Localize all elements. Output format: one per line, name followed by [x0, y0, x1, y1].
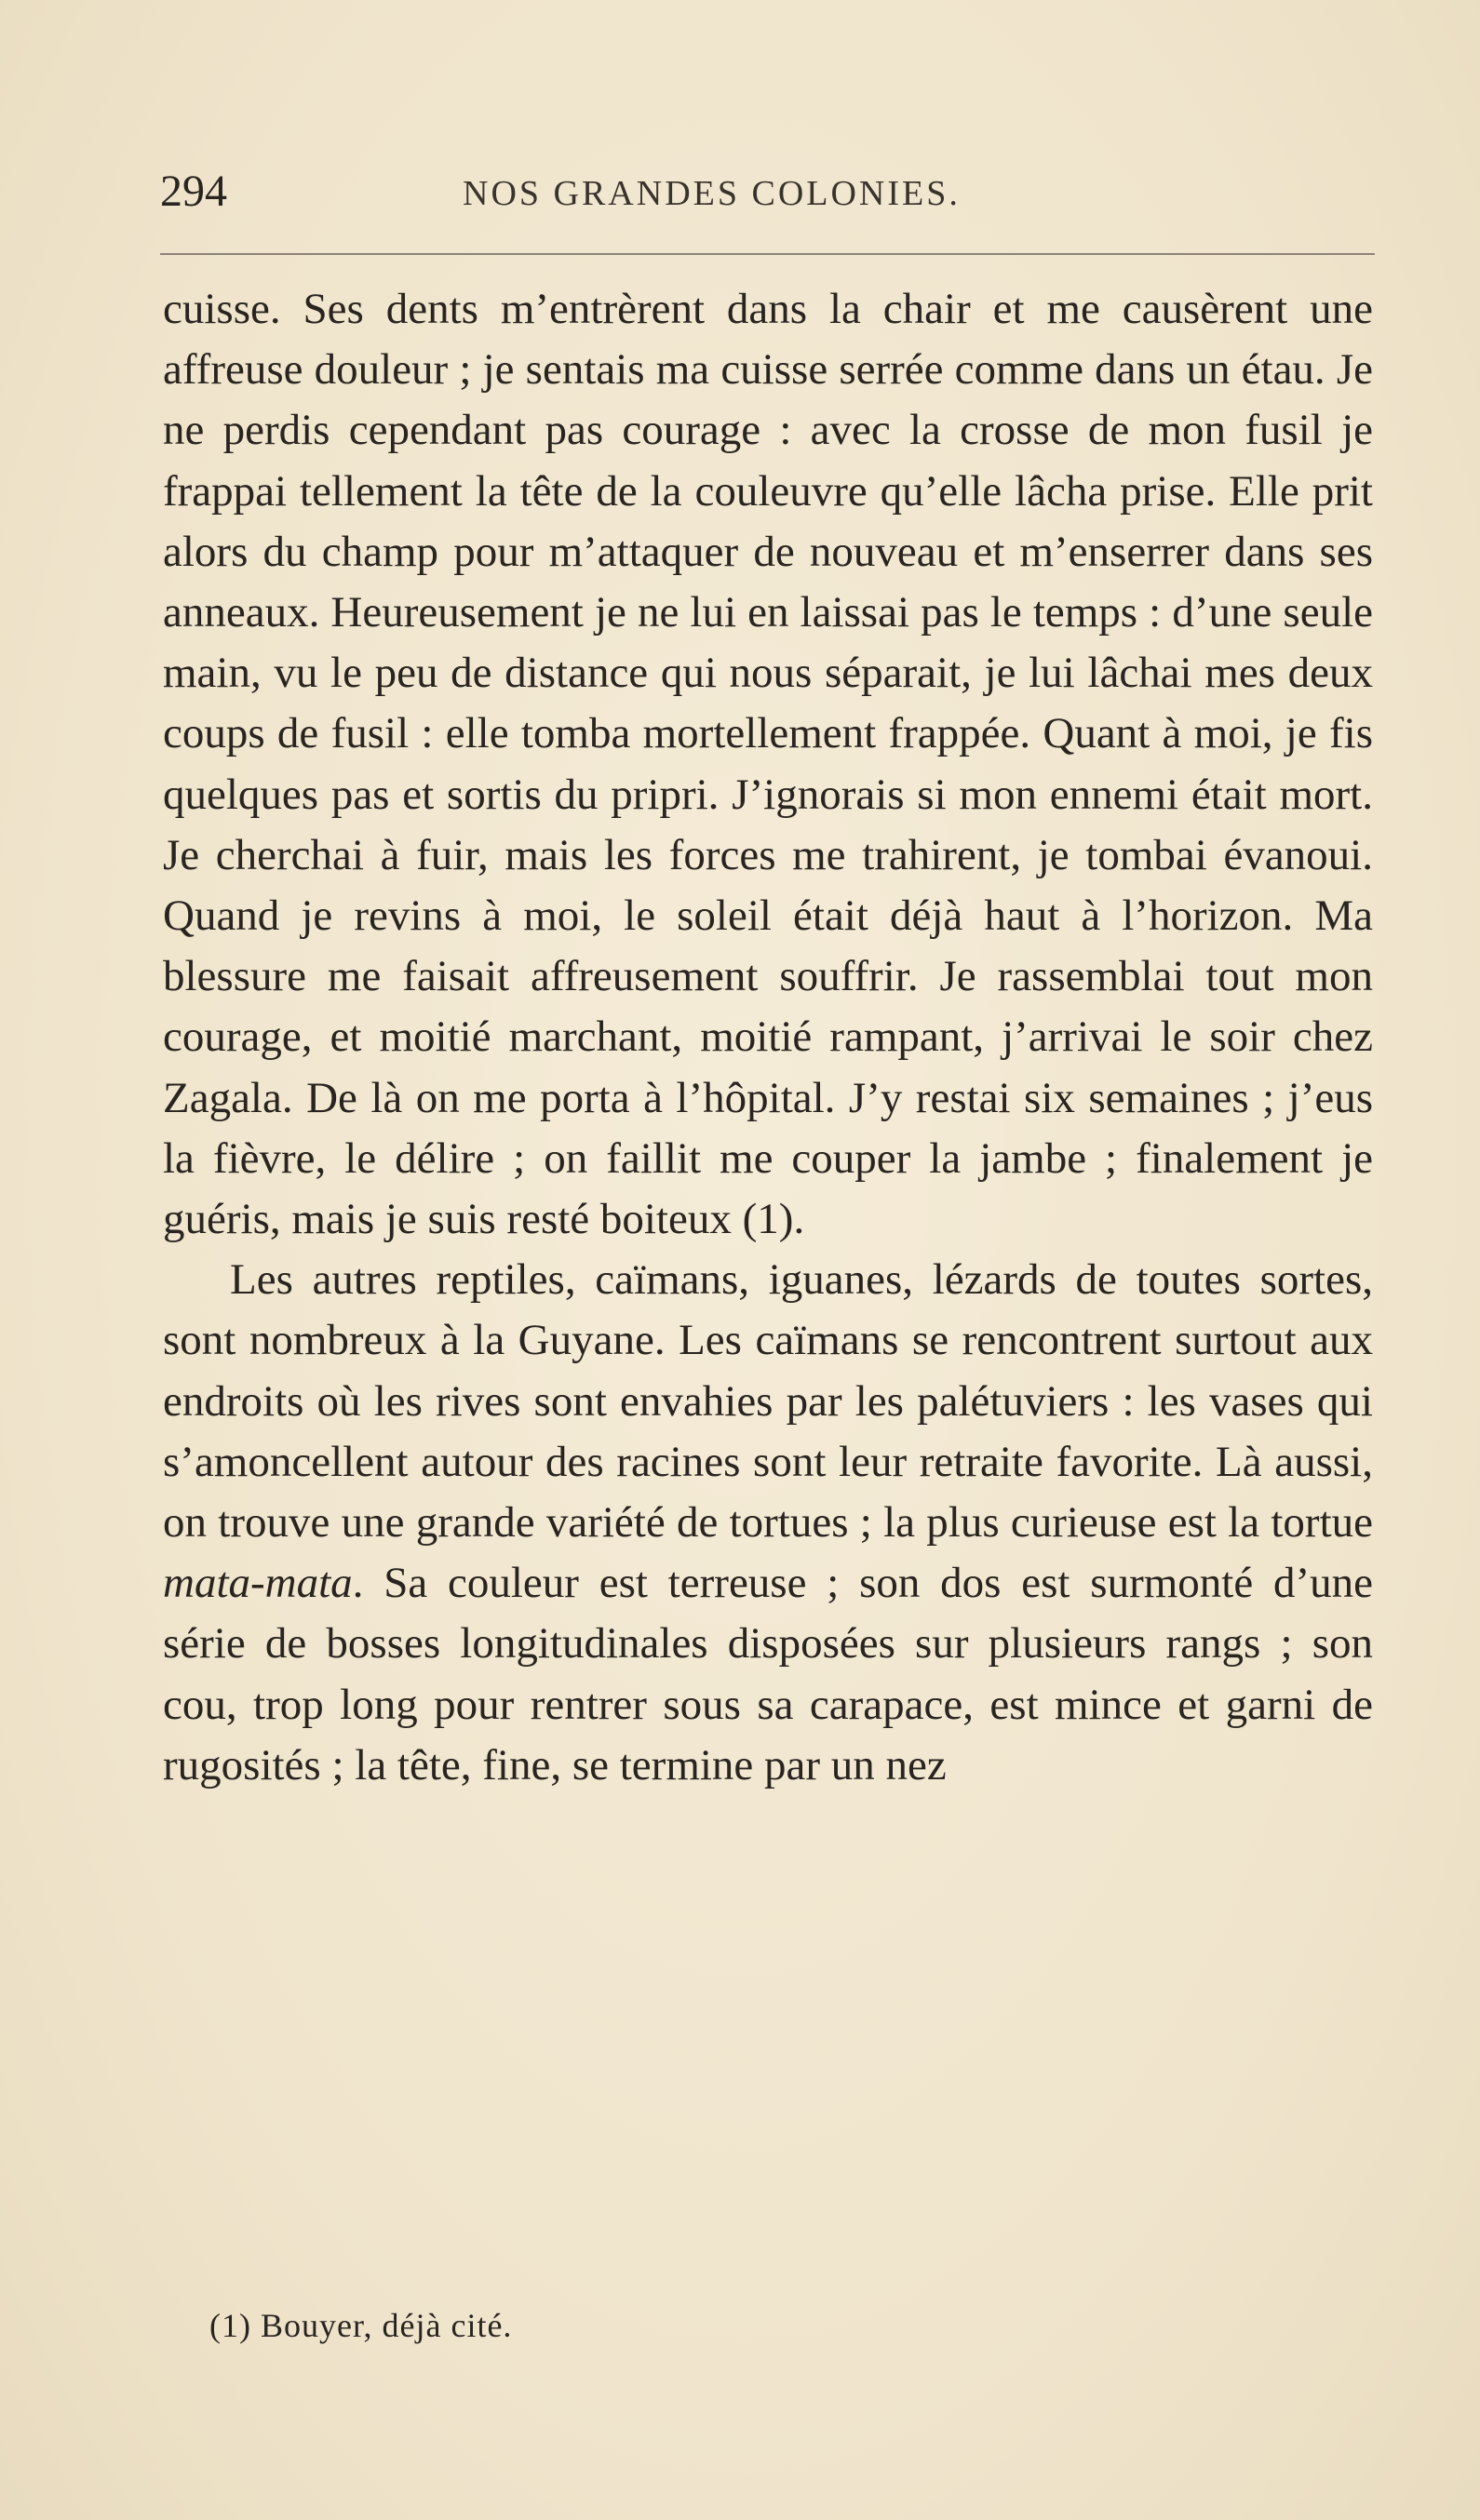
header-rule [160, 253, 1375, 255]
paragraph-2-text-a: Les autres reptiles, caïmans, iguanes, lézards de toutes sortes, sont nombreux à la Guyane. Les caïmans se rencontrent surtout aux endroits où les rives sont envahies par les palétuviers : les vases qui s’amoncellent autour des racines sont leur retraite favorite. Là aussi, on trouve une grande variété de tortues ; la plus curieuse est la tortue [163, 1255, 1373, 1548]
page-header [160, 166, 1375, 231]
page-number: 294 [160, 167, 227, 216]
paragraph-2-italic-term: mata-mata [163, 1559, 353, 1608]
paragraph-2 [163, 1250, 1373, 1796]
paragraph-1: cuisse. Ses dents m’entrèrent dans la chair et me causèrent une affreuse douleur ; je sentais ma cuisse serrée comme dans un étau. Je ne perdis cependant pas courage : avec la crosse de mon fusil je frappai tellement la tête de la couleuvre qu’elle lâcha prise. Elle prit alors du champ pour m’attaquer de nouveau et m’enserrer dans ses anneaux. Heureusement je ne lui en laissai pas le temps : d’une seule main, vu le peu de distance qui nous séparait, je lui lâchai mes deux coups de fusil : elle tomba mortellement frappée. Quant à moi, je fis quelques pas et sortis du pripri. J’ignorais si mon ennemi était mort. Je cherchai à fuir, mais les forces me trahirent, je tombai évanoui. Quand je revins à moi, le soleil était déjà haut à l’horizon. Ma blessure me faisait affreusement souffrir. Je rassemblai tout mon courage, et moitié marchant, moitié rampant, j’arrivai le soir chez Zagala. De là on me porta à l’hôpital. J’y restai six semaines ; j’eus la fièvre, le délire ; on faillit me couper la jambe ; finalement je guéris, mais je suis resté boiteux (1). [163, 285, 1373, 1244]
paragraph-2-text-b: . Sa couleur est terreuse ; son dos est surmonté d’une série de bosses longitudinales disposées sur plusieurs rangs ; son cou, trop long pour rentrer sous sa carapace, est mince et garni de rugosités ; la tête, fine, se termine par un nez [163, 1559, 1373, 1789]
footnote: (1) Bouyer, déjà cité. [209, 2307, 513, 2344]
body-text [163, 279, 1373, 1796]
running-head: NOS GRANDES COLONIES. [463, 174, 961, 213]
